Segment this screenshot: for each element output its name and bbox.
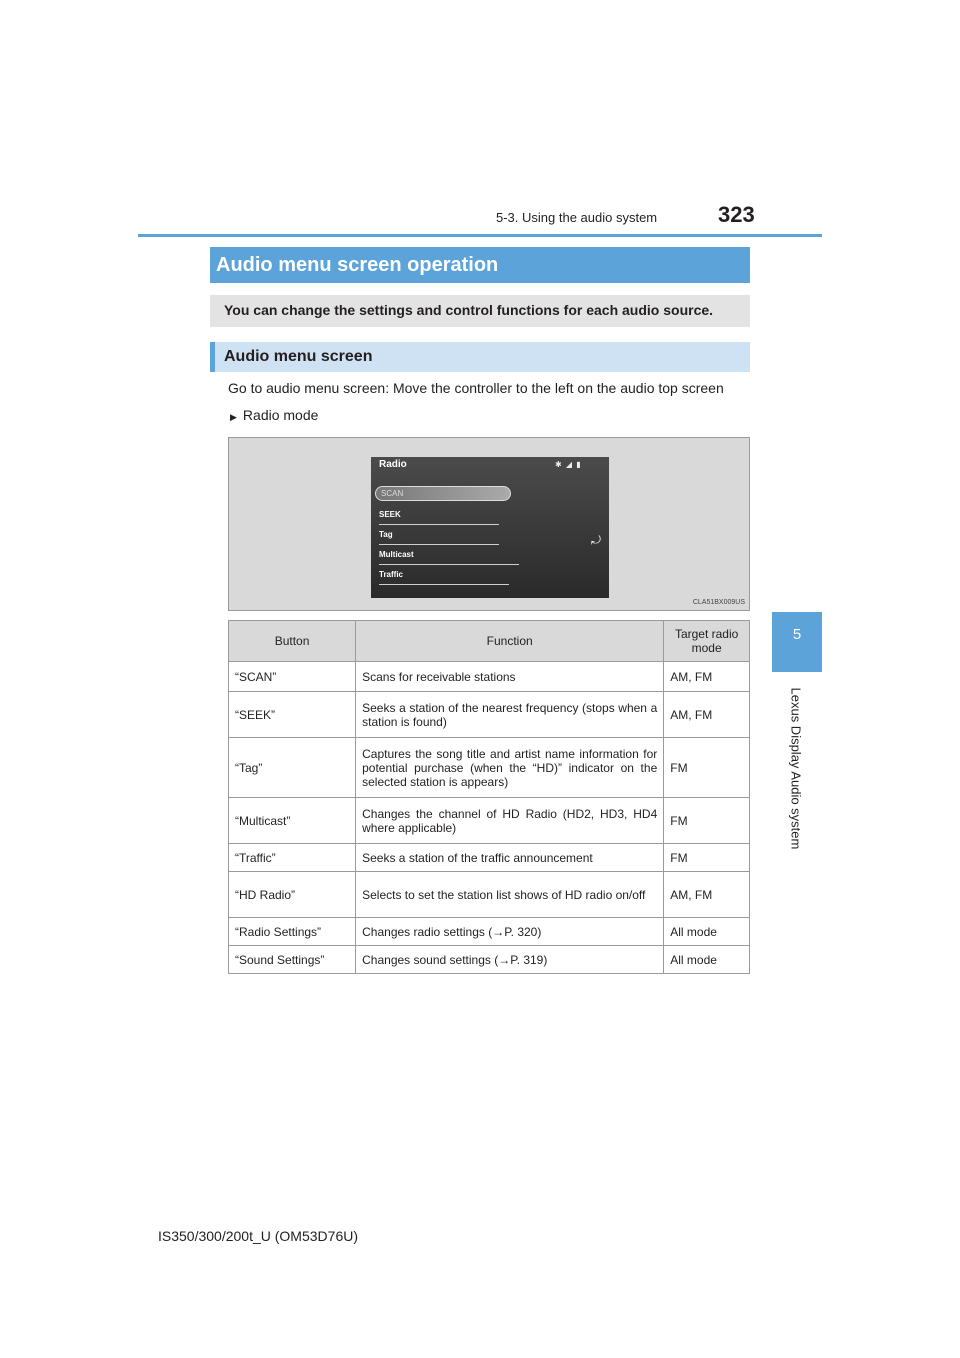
subheading: Audio menu screen	[224, 348, 373, 365]
screen-item-tag: Tag	[379, 530, 393, 539]
screen-divider	[379, 544, 499, 545]
figure-code: CLA51BX009US	[692, 599, 745, 606]
bullet-label: Radio mode	[242, 407, 319, 423]
screen-title: Radio	[379, 459, 407, 470]
screenshot-figure	[228, 437, 750, 611]
side-tab-title: Lexus Display Audio system	[788, 687, 804, 850]
table-row	[229, 844, 750, 872]
table-header-row	[229, 621, 750, 662]
cell-function: Changes the channel of HD Radio (HD2, HD3, HD4 where applicable)	[356, 798, 664, 844]
cell-button: “Radio Settings”	[229, 918, 356, 946]
screen-divider	[379, 564, 519, 565]
page-title: Audio menu screen operation	[216, 254, 499, 276]
table-row	[229, 918, 750, 946]
header-section-title: 5-3. Using the audio system	[496, 210, 658, 225]
cell-target: FM	[664, 844, 750, 872]
screen-item-traffic: Traffic	[379, 570, 404, 579]
cell-function: Seeks a station of the traffic announcement	[356, 844, 664, 872]
table-row	[229, 798, 750, 844]
radio-screen	[371, 457, 609, 598]
instruction-paragraph: Go to audio menu screen: Move the controller to the left on the audio top screen	[228, 380, 724, 396]
back-icon: ⤾	[591, 533, 601, 547]
cell-function: Changes radio settings (→P. 320)	[356, 918, 664, 946]
bullet-item	[230, 407, 318, 423]
footer-model: IS350/300/200t_U (OM53D76U)	[158, 1228, 358, 1244]
cell-target: FM	[664, 738, 750, 798]
cell-target: AM, FM	[664, 692, 750, 738]
function-table	[228, 620, 750, 974]
screen-item-scan: SCAN	[381, 489, 404, 498]
screen-divider	[379, 524, 499, 525]
header-function: Function	[356, 621, 664, 662]
cell-function: Seeks a station of the nearest frequency (stops when a station is found)	[356, 692, 664, 738]
table-row	[229, 738, 750, 798]
cell-button: “SEEK”	[229, 692, 356, 738]
cell-button: “Sound Settings”	[229, 946, 356, 974]
table-row	[229, 946, 750, 974]
header-rule	[138, 234, 822, 237]
cell-target: FM	[664, 798, 750, 844]
table-row	[229, 872, 750, 918]
cell-button: “SCAN”	[229, 662, 356, 692]
page-number: 323	[718, 202, 755, 227]
cell-target: All mode	[664, 918, 750, 946]
side-tab-number: 5	[792, 626, 802, 643]
cell-target: All mode	[664, 946, 750, 974]
subheading-accent	[210, 342, 215, 372]
header-button: Button	[229, 621, 356, 662]
table-row	[229, 692, 750, 738]
screen-item-multicast: Multicast	[379, 550, 414, 559]
cell-button: “Multicast”	[229, 798, 356, 844]
cell-function: Captures the song title and artist name information for potential purchase (when the “HD)” indicator on the selected station is appears)	[356, 738, 664, 798]
cell-function: Selects to set the station list shows of HD radio on/off	[356, 872, 664, 918]
status-icons: ✱ ◢ ▮	[555, 460, 582, 469]
cell-target: AM, FM	[664, 662, 750, 692]
screen-divider	[379, 584, 509, 585]
header-target: Target radio mode	[664, 621, 750, 662]
cell-button: “HD Radio”	[229, 872, 356, 918]
intro-text: You can change the settings and control functions for each audio source.	[224, 302, 714, 318]
cell-target: AM, FM	[664, 872, 750, 918]
cell-function: Scans for receivable stations	[356, 662, 664, 692]
cell-button: “Traffic”	[229, 844, 356, 872]
screen-item-seek: SEEK	[379, 510, 401, 519]
triangle-bullet-icon: ▶	[230, 412, 237, 422]
table-row	[229, 662, 750, 692]
cell-button: “Tag”	[229, 738, 356, 798]
cell-function: Changes sound settings (→P. 319)	[356, 946, 664, 974]
